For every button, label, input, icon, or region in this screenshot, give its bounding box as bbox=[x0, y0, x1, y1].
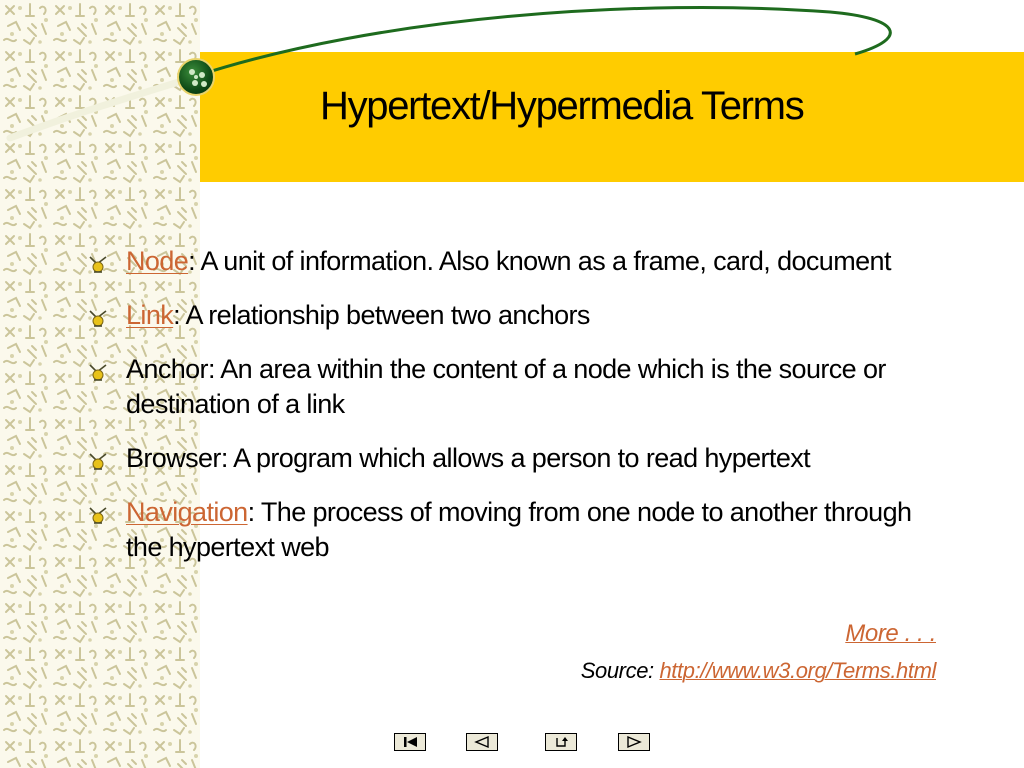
first-slide-button[interactable] bbox=[394, 733, 426, 751]
bullet-text: Browser: A program which allows a person to read hypertext bbox=[126, 443, 811, 473]
bullet-icon bbox=[88, 253, 110, 275]
next-slide-button[interactable] bbox=[618, 733, 650, 751]
next-slide-icon bbox=[619, 734, 649, 750]
bullet-text: : The process of moving from one node to another through the hypertext web bbox=[126, 497, 912, 562]
bullet-navigation bbox=[88, 495, 948, 565]
return-icon bbox=[546, 734, 576, 750]
more-link[interactable]: More . . . bbox=[845, 620, 936, 647]
bullet-text: : A unit of information. Also known as a frame, card, document bbox=[188, 246, 891, 276]
source-url-link[interactable]: http://www.w3.org/Terms.html bbox=[659, 658, 936, 683]
node-term-link[interactable]: Node bbox=[126, 246, 189, 276]
navigation-term-link[interactable]: Navigation bbox=[126, 497, 248, 527]
bullet-browser bbox=[88, 441, 948, 476]
previous-slide-button[interactable] bbox=[466, 733, 498, 751]
bullet-link bbox=[88, 298, 948, 333]
previous-slide-icon bbox=[467, 734, 497, 750]
link-term-link[interactable]: Link bbox=[126, 300, 174, 330]
bullet-icon bbox=[88, 450, 110, 472]
first-slide-icon bbox=[395, 734, 425, 750]
bullet-list bbox=[88, 244, 948, 584]
bullet-icon bbox=[88, 307, 110, 329]
bullet-text: Anchor: An area within the content of a node which is the source or destination of a link bbox=[126, 354, 886, 419]
bullet-text: : A relationship between two anchors bbox=[173, 300, 590, 330]
bullet-node bbox=[88, 244, 948, 279]
source-line bbox=[581, 658, 936, 684]
bullet-anchor bbox=[88, 352, 948, 422]
source-prefix: Source: bbox=[580, 658, 660, 683]
return-button[interactable] bbox=[545, 733, 577, 751]
bullet-icon bbox=[88, 361, 110, 383]
decorative-orb bbox=[177, 58, 215, 96]
slide-title: Hypertext/Hypermedia Terms bbox=[320, 84, 804, 128]
bullet-icon bbox=[88, 504, 110, 526]
